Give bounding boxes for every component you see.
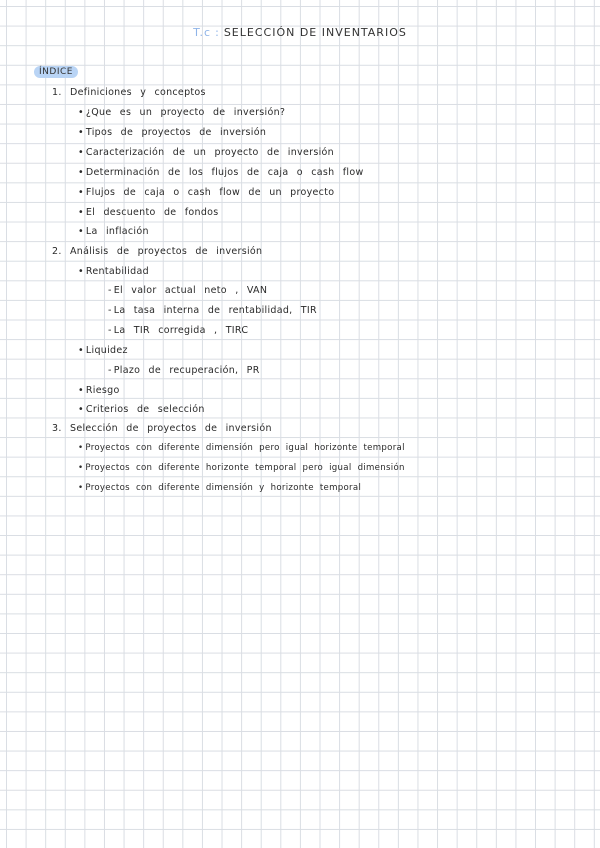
- bullet-icon: •: [78, 443, 84, 453]
- list-item: • La inflación: [78, 226, 149, 237]
- list-item-rentabilidad: • Rentabilidad: [78, 266, 149, 277]
- list-item: • Proyectos con diferente dimensión y horizonte temporal: [78, 483, 362, 493]
- list-item-criterios: • Criterios de selección: [78, 404, 205, 415]
- section-number: 2.: [52, 246, 62, 257]
- bullet-icon: •: [78, 266, 84, 277]
- bullet-icon: •: [78, 187, 84, 198]
- bullet-icon: •: [78, 127, 84, 138]
- sub-list-item: - La tasa interna de rentabilidad, TIR: [108, 305, 317, 316]
- title-separator: :: [215, 26, 220, 39]
- section-number: 3.: [52, 423, 62, 434]
- dash-icon: -: [108, 325, 112, 336]
- list-item: • Determinación de los flujos de caja o cash flow: [78, 167, 364, 178]
- bullet-icon: •: [78, 463, 84, 473]
- page-title: [0, 26, 600, 39]
- sub-list-item: - La TIR corregida , TIRC: [108, 325, 249, 336]
- list-item-liquidez: • Liquidez: [78, 345, 128, 356]
- list-item: • Proyectos con diferente horizonte temporal pero igual dimensión: [78, 463, 405, 473]
- list-item-riesgo: • Riesgo: [78, 385, 120, 396]
- section-title: Análisis de proyectos de inversión: [70, 246, 263, 257]
- list-item: • Flujos de caja o cash flow de un proyecto: [78, 187, 335, 198]
- list-item: • El descuento de fondos: [78, 207, 219, 218]
- list-item: • Caracterización de un proyecto de inversión: [78, 147, 334, 158]
- section-title: Selección de proyectos de inversión: [70, 423, 272, 434]
- section-number: 1.: [52, 87, 62, 98]
- list-item: • ¿Que es un proyecto de inversión?: [78, 107, 286, 118]
- dash-icon: -: [108, 285, 112, 296]
- section-3-heading: [52, 423, 272, 434]
- title-code: T.c: [193, 26, 212, 39]
- bullet-icon: •: [78, 107, 84, 118]
- bullet-icon: •: [78, 207, 84, 218]
- bullet-icon: •: [78, 483, 84, 493]
- bullet-icon: •: [78, 404, 84, 415]
- sub-list-item: - Plazo de recuperación, PR: [108, 365, 260, 376]
- list-item: • Proyectos con diferente dimensión pero igual horizonte temporal: [78, 443, 405, 453]
- bullet-icon: •: [78, 385, 84, 396]
- list-item: • Tipos de proyectos de inversión: [78, 127, 267, 138]
- section-2-heading: [52, 246, 262, 257]
- section-title: Definiciones y conceptos: [70, 87, 206, 98]
- bullet-icon: •: [78, 147, 84, 158]
- bullet-icon: •: [78, 167, 84, 178]
- title-text: SELECCIÓN DE INVENTARIOS: [223, 26, 407, 39]
- dash-icon: -: [108, 305, 112, 316]
- section-1-heading: [52, 87, 206, 98]
- bullet-icon: •: [78, 226, 84, 237]
- index-label: ÍNDICE: [34, 66, 78, 78]
- dash-icon: -: [108, 365, 112, 376]
- bullet-icon: •: [78, 345, 84, 356]
- sub-list-item: - El valor actual neto , VAN: [108, 285, 268, 296]
